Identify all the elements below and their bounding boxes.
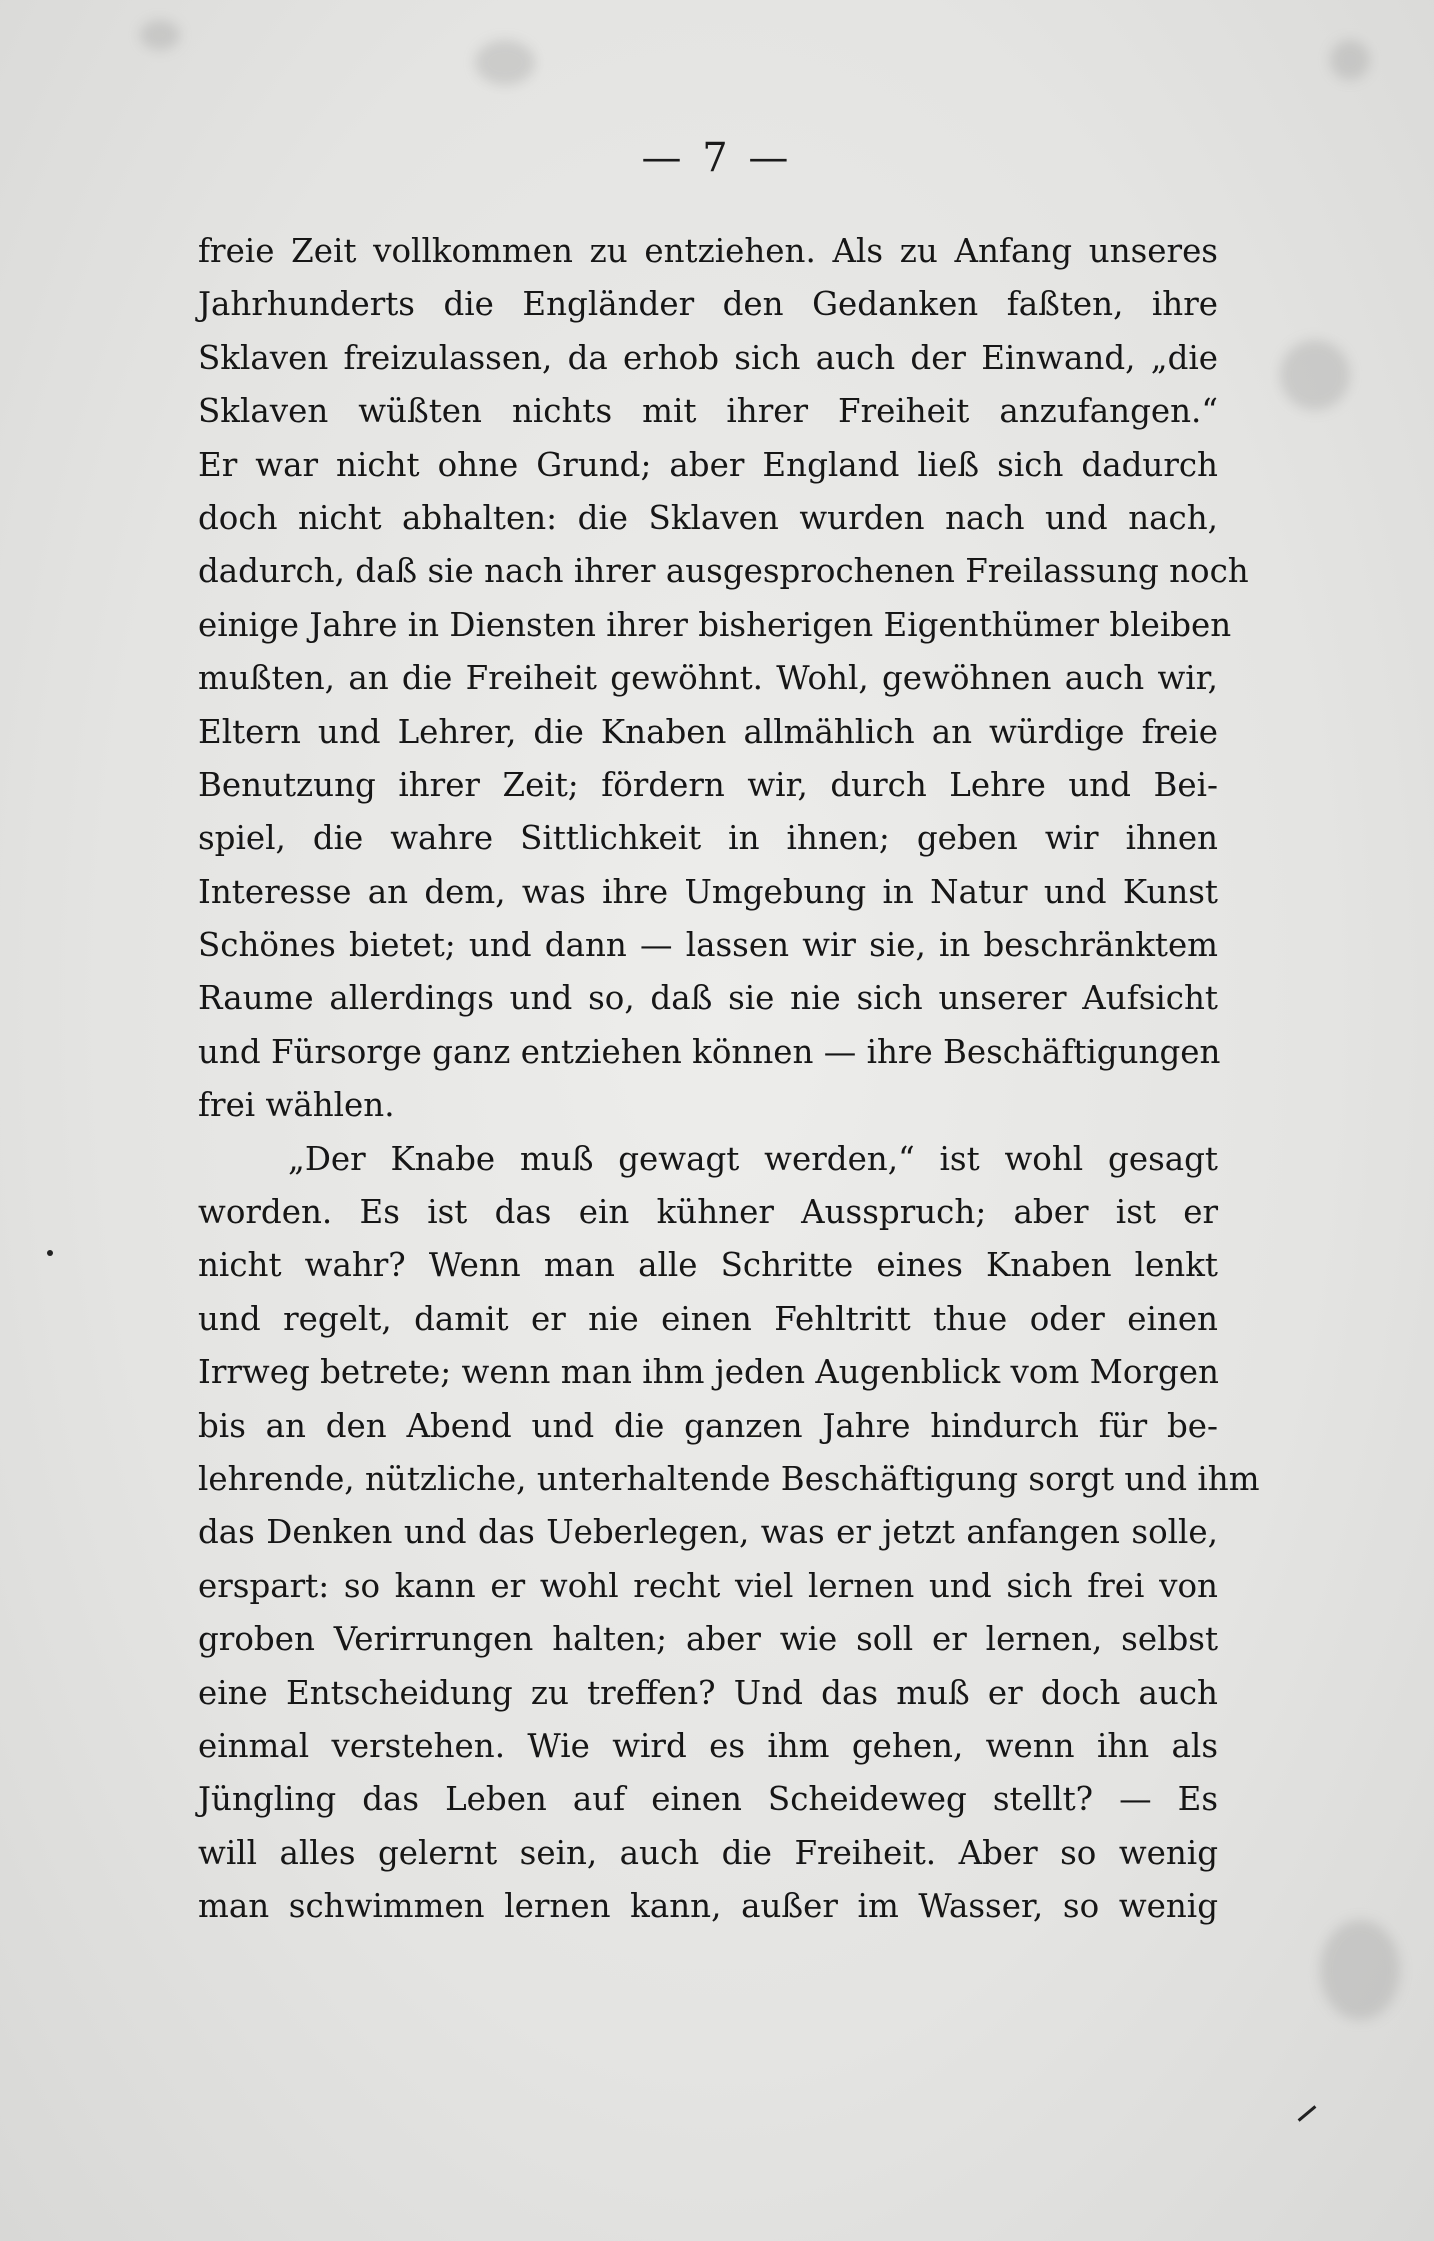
text-line: Interesse an dem, was ihre Umgebung in Natur und Kunst [198, 872, 1218, 911]
text-line: Jahrhunderts die Engländer den Gedanken faßten, ihre [198, 285, 1218, 324]
paper-stain [1330, 40, 1370, 80]
text-line: Er war nicht ohne Grund; aber England ließ sich dadurch [198, 445, 1218, 484]
text-line: „Der Knabe muß gewagt werden,“ ist wohl gesagt [288, 1139, 1218, 1178]
text-line: frei wählen. [198, 1086, 395, 1125]
paper-stain [1280, 340, 1350, 410]
text-line: einmal verstehen. Wie wird es ihm gehen, wenn ihn als [198, 1726, 1218, 1765]
page-number: — 7 — [641, 135, 793, 181]
text-line: nicht wahr? Wenn man alle Schritte eines Knaben lenkt [198, 1246, 1218, 1285]
text-line: Sklaven freizulassen, da erhob sich auch der Einwand, „die [198, 338, 1218, 377]
text-line: mußten, an die Freiheit gewöhnt. Wohl, gewöhnen auch wir, [198, 659, 1218, 698]
text-line: und Fürsorge ganz entziehen können — ihre Beschäftigungen [198, 1032, 1221, 1071]
text-line: worden. Es ist das ein kühner Ausspruch; aber ist er [198, 1193, 1218, 1232]
text-line: einige Jahre in Diensten ihrer bisherigen Eigenthümer bleiben [198, 605, 1232, 644]
text-line: Schönes bietet; und dann — lassen wir sie, in beschränktem [198, 926, 1218, 965]
text-line: spiel, die wahre Sittlichkeit in ihnen; geben wir ihnen [198, 819, 1218, 858]
text-line: dadurch, daß sie nach ihrer ausgesprochenen Freilassung noch [198, 552, 1249, 591]
text-line: groben Verirrungen halten; aber wie soll er lernen, selbst [198, 1620, 1218, 1659]
text-line: Eltern und Lehrer, die Knaben allmählich an würdige freie [198, 712, 1218, 751]
text-line: bis an den Abend und die ganzen Jahre hindurch für be- [198, 1406, 1218, 1445]
paper-stain [140, 20, 180, 50]
text-line: Benutzung ihrer Zeit; fördern wir, durch Lehre und Bei- [198, 765, 1218, 804]
text-line: lehrende, nützliche, unterhaltende Beschäftigung sorgt und ihm [198, 1459, 1260, 1498]
text-line: will alles gelernt sein, auch die Freiheit. Aber so wenig [198, 1833, 1218, 1872]
margin-mark [47, 1250, 53, 1256]
text-line: und regelt, damit er nie einen Fehltritt thue oder einen [198, 1299, 1218, 1338]
paper-stain [1320, 1920, 1400, 2020]
paper-stain [475, 40, 535, 85]
text-line: Raume allerdings und so, daß sie nie sich unserer Aufsicht [198, 979, 1218, 1018]
text-line: das Denken und das Ueberlegen, was er jetzt anfangen solle, [198, 1513, 1218, 1552]
text-line: freie Zeit vollkommen zu entziehen. Als zu Anfang unseres [198, 232, 1218, 270]
text-line: Jüngling das Leben auf einen Scheideweg stellt? — Es [198, 1780, 1218, 1819]
text-line: man schwimmen lernen kann, außer im Wasser, so wenig [198, 1887, 1218, 1926]
text-line: Irrweg betrete; wenn man ihm jeden Augenblick vom Morgen [198, 1353, 1219, 1392]
body-text [198, 225, 1260, 1934]
text-line: Sklaven wüßten nichts mit ihrer Freiheit anzufangen.“ [198, 392, 1218, 431]
text-line: erspart: so kann er wohl recht viel lernen und sich frei von [198, 1566, 1218, 1605]
margin-mark [1298, 2105, 1317, 2121]
text-line: doch nicht abhalten: die Sklaven wurden nach und nach, [198, 498, 1218, 537]
text-line: eine Entscheidung zu treffen? Und das muß er doch auch [198, 1673, 1218, 1712]
